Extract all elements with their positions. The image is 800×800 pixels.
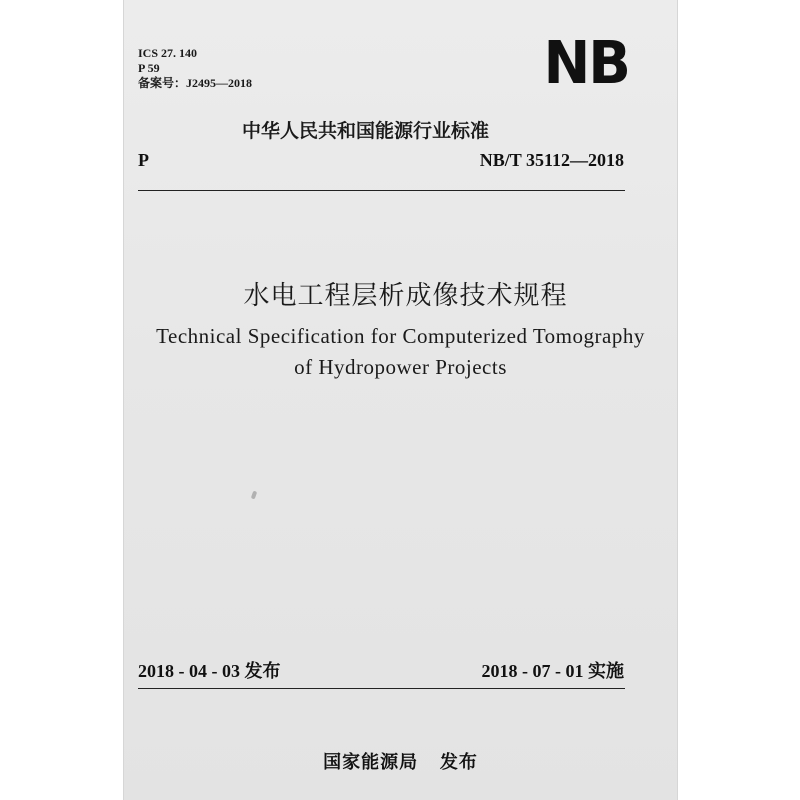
ics-code: ICS 27. 140 <box>138 46 198 60</box>
implementation-label: 实施 <box>588 661 624 682</box>
publisher-name: 国家能源局 <box>323 752 419 773</box>
standard-type: 中华人民共和国能源行业标准 <box>242 120 490 142</box>
document-cover <box>123 0 678 800</box>
title-english <box>124 321 677 383</box>
issue-date-line <box>138 657 281 683</box>
cover-metadata <box>138 46 252 91</box>
nb-logo: NB <box>543 29 629 98</box>
print-speck <box>251 491 257 500</box>
implementation-date: 2018 - 07 - 01 <box>481 661 584 681</box>
title-chinese: 水电工程层析成像技术规程 <box>243 281 568 311</box>
category-code: P 59 <box>138 61 160 75</box>
issue-date: 2018 - 04 - 03 <box>138 661 240 681</box>
issue-label: 发布 <box>244 661 281 682</box>
publisher-label: 发布 <box>439 752 478 773</box>
publisher-line <box>124 748 677 774</box>
top-divider <box>138 190 625 191</box>
title-english-line-1: Technical Specification for Computerized Tomography <box>156 324 645 348</box>
bottom-divider <box>138 688 625 689</box>
title-english-line-2: of Hydropower Projects <box>294 355 507 379</box>
implementation-date-line <box>482 657 625 683</box>
filing-number: 备案号：J2495—2018 <box>138 76 253 90</box>
standard-number: NB/T 35112—2018 <box>479 150 624 170</box>
classification-code: P <box>138 150 149 170</box>
